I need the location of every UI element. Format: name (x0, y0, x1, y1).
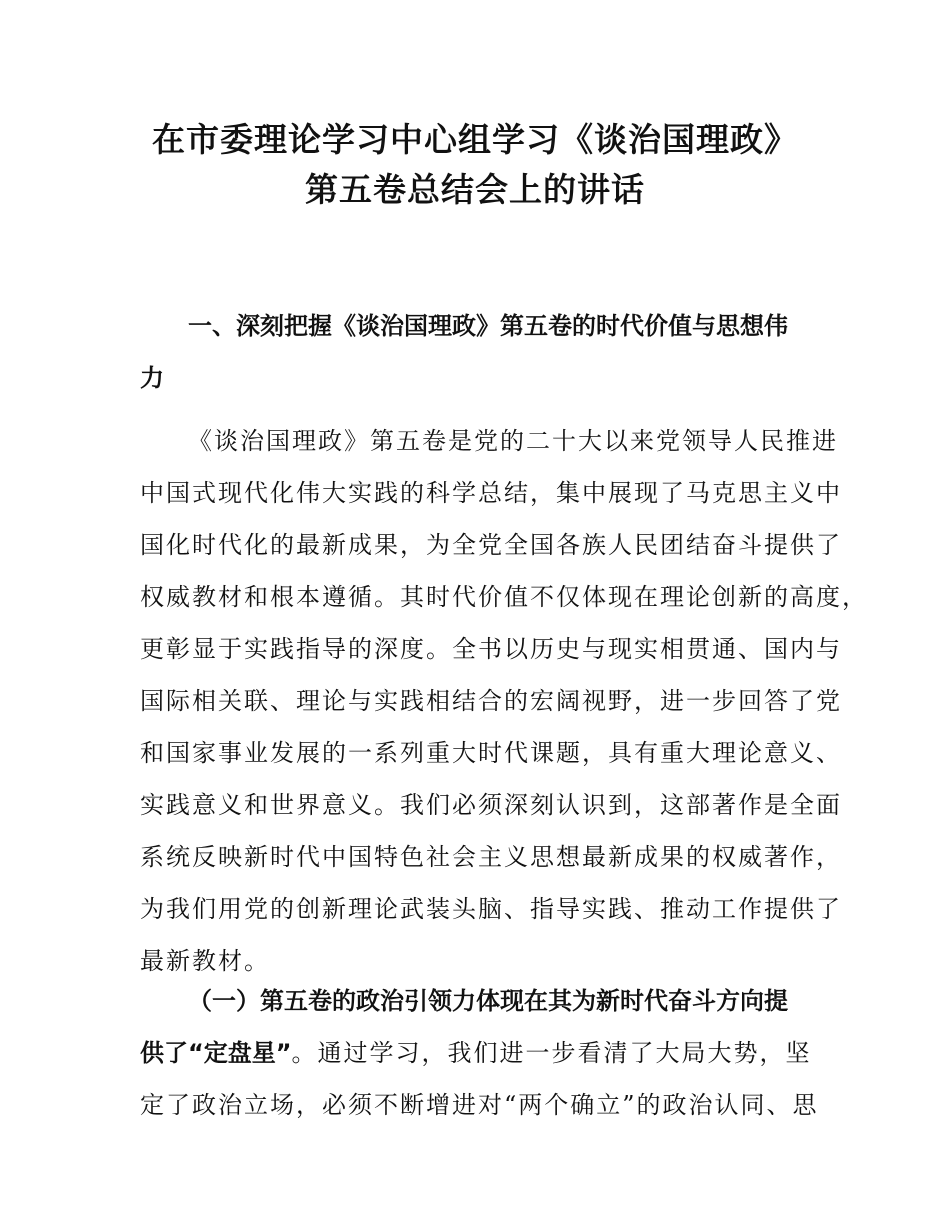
paragraph-line: 系统反映新时代中国特色社会主义思想最新成果的权威著作， (140, 843, 842, 871)
paragraph-line: 实践意义和世界意义。我们必须深刻认识到，这部著作是全面 (140, 791, 842, 819)
paragraph-line: 为我们用党的创新理论武装头脑、指导实践、推动工作提供了 (140, 895, 842, 923)
paragraph-line: 更彰显于实践指导的深度。全书以历史与现实相贯通、国内与 (140, 635, 842, 663)
subsection-1-line-2 (140, 1027, 830, 1079)
paragraph-line: 国化时代化的最新成果，为全党全国各族人民团结奋斗提供了 (140, 531, 842, 559)
document-title-line-1: 在市委理论学习中心组学习《谈治国理政》 (152, 120, 798, 159)
paragraph-1 (140, 415, 868, 987)
subsection-1-heading-end: 供了“定盘星” (140, 1039, 292, 1067)
paragraph-line: 中国式现代化伟大实践的科学总结，集中展现了马克思主义中 (140, 479, 842, 507)
document-title-line-2: 第五卷总结会上的讲话 (305, 170, 645, 209)
subsection-1-heading-line-1: （一）第五卷的政治引领力体现在其为新时代奋斗方向提 (188, 987, 788, 1015)
section-1-heading-line-2: 力 (140, 364, 164, 392)
subsection-1-line-3: 定了政治立场，必须不断增进对“两个确立”的政治认同、思 (140, 1091, 819, 1119)
paragraph-line: 国际相关联、理论与实践相结合的宏阔视野，进一步回答了党 (140, 687, 842, 715)
paragraph-line: 最新教材。 (140, 947, 270, 975)
section-1-heading-line-1: 一、深刻把握《谈治国理政》第五卷的时代价值与思想伟 (188, 312, 788, 340)
subsection-1-line-2-text: 。通过学习，我们进一步看清了大局大势，坚 (291, 1039, 812, 1067)
subsection-1-paragraph (140, 975, 830, 1131)
paragraph-line: 《谈治国理政》第五卷是党的二十大以来党领导人民推进 (188, 427, 838, 455)
section-1-heading (140, 300, 830, 404)
paragraph-line: 和国家事业发展的一系列重大时代课题，具有重大理论意义、 (140, 739, 842, 767)
paragraph-line: 权威教材和根本遵循。其时代价值不仅体现在理论创新的高度， (140, 583, 868, 611)
